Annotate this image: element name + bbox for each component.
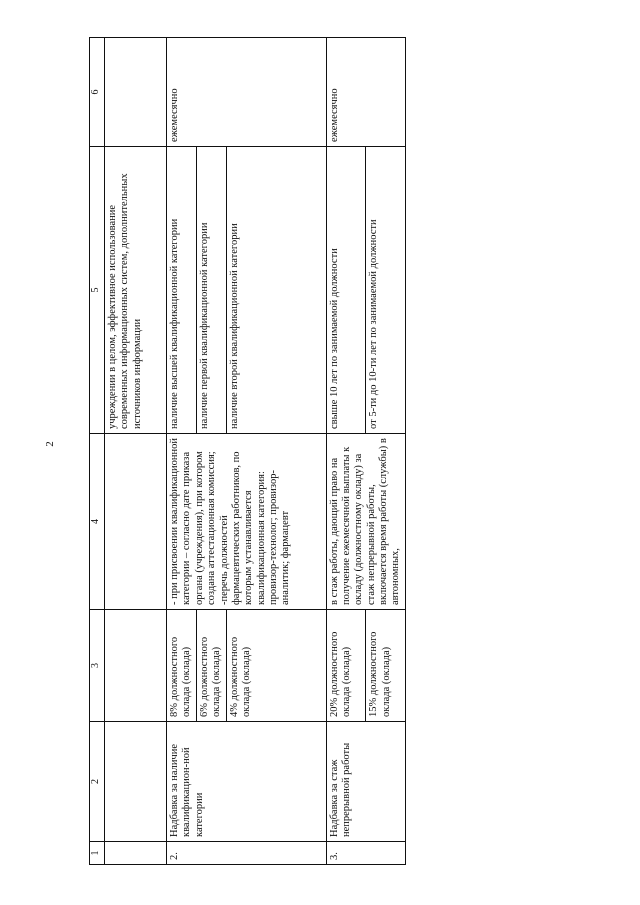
allowance-periodicity: ежемесячно — [167, 38, 327, 147]
allowance-criterion: наличие второй квалификационной категории — [226, 147, 326, 434]
allowance-name: Надбавка за стаж непрерывной работы — [326, 722, 405, 842]
column-number: 4 — [90, 434, 105, 610]
continuation-text: учреждении в целом, эффективное использование современных информационных систем, дополнительных источников информации — [105, 147, 167, 434]
table-row — [167, 38, 197, 865]
allowance-size: 20% должностного оклада (оклада) — [326, 610, 366, 722]
table-row — [326, 38, 366, 865]
allowance-criterion: наличие высшей квалификационной категории — [167, 147, 197, 434]
allowance-size: 15% должностного оклада (оклада) — [366, 610, 406, 722]
row-number: 3. — [326, 842, 405, 865]
allowance-size: 4% должностного оклада (оклада) — [226, 610, 326, 722]
allowance-criterion: свыше 10 лет по занимаемой должности — [326, 147, 366, 434]
allowance-criterion: наличие первой квалификационной категории — [196, 147, 226, 434]
continuation-row — [105, 38, 167, 865]
allowance-criterion: от 5-ти до 10-ти лет по занимаемой должности — [366, 147, 406, 434]
row-number: 2. — [167, 842, 327, 865]
rotated-table-area — [89, 38, 521, 865]
allowance-periodicity: ежемесячно — [326, 38, 405, 147]
column-number: 5 — [90, 147, 105, 434]
page-number: 2 — [44, 441, 56, 447]
allowances-table — [89, 37, 406, 865]
column-number: 6 — [90, 38, 105, 147]
column-number: 2 — [90, 722, 105, 842]
allowance-condition: - при присвоении квалификационной категории – согласно дате приказа органа (учреждения), при котором создана аттестационная комиссия; -перечь должностей фармацевтических работников, по которым устанавливается квалификационная категория: провизор-технолог; провизор-аналитик; фармацевт — [167, 434, 327, 610]
allowance-size: 8% должностного оклада (оклада) — [167, 610, 197, 722]
column-number-row — [90, 38, 105, 865]
allowance-name: Надбавка за наличие квалификацион-ной категории — [167, 722, 327, 842]
allowance-condition: в стаж работы, дающий право на получение ежемесячной выплаты к окладу (должностному окладу) за стаж непрерывной работы, включается время работы (службы) в автономных, — [326, 434, 405, 610]
column-number: 3 — [90, 610, 105, 722]
allowance-size: 6% должностного оклада (оклада) — [196, 610, 226, 722]
column-number: 1 — [90, 842, 105, 865]
